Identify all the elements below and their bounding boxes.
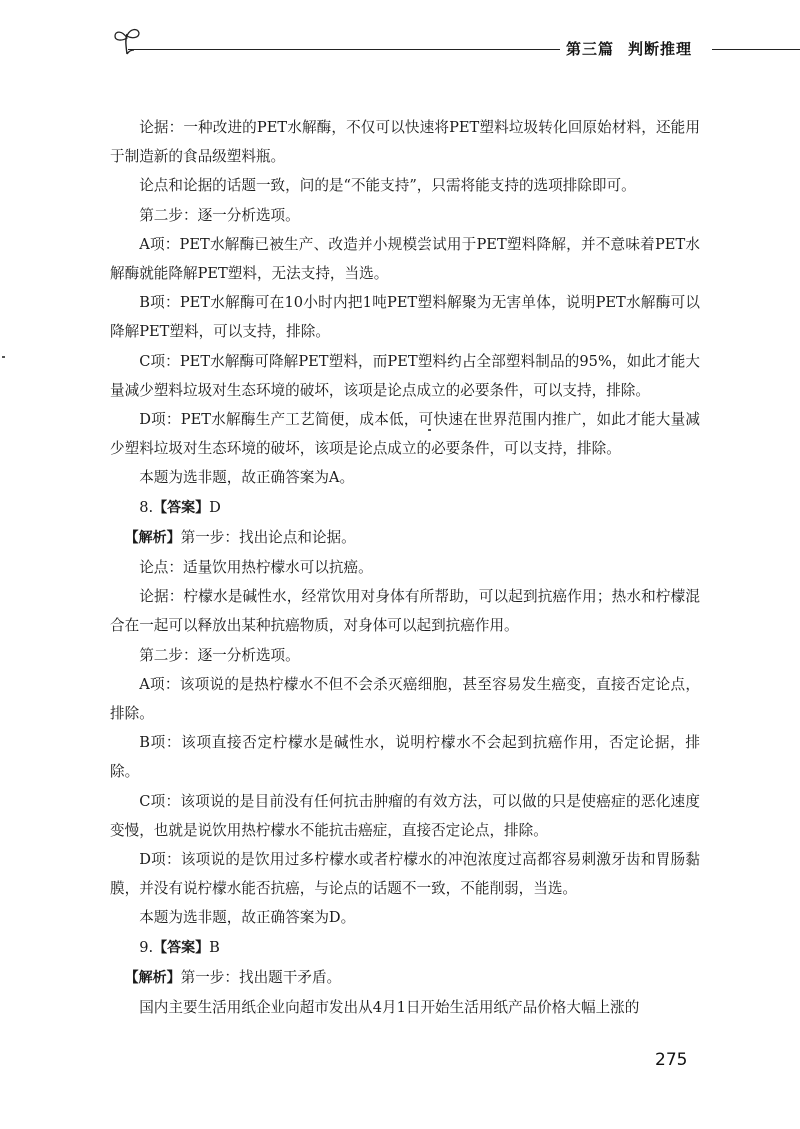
- page-body: [110, 113, 700, 1022]
- paragraph: A项：该项说的是热柠檬水不但不会杀灭癌细胞，甚至容易发生癌变，直接否定论点，排除。: [110, 675, 700, 723]
- sprout-icon: [112, 24, 142, 58]
- paragraph: A项：PET水解酶已被生产、改造并小规模尝试用于PET塑料降解，并不意味着PET水解酶就能降解PET塑料，无法支持，当选。: [110, 235, 700, 283]
- paragraph: 论据：柠檬水是碱性水，经常饮用对身体有所帮助，可以起到抗癌作用；热水和柠檬混合在一起可以释放出某种抗癌物质，对身体可以起到抗癌作用。: [110, 588, 700, 635]
- question-number: 9.: [139, 938, 154, 956]
- paragraph: D项：该项说的是饮用过多柠檬水或者柠檬水的冲泡浓度过高都容易刺激牙齿和胃肠黏膜，并没有说柠檬水能否抗癌，与论点的话题不一致，不能削弱，当选。: [110, 851, 700, 898]
- paragraph: 本题为选非题，故正确答案为A。: [139, 469, 355, 487]
- paragraph: 第二步：逐一分析选项。: [139, 646, 300, 664]
- answer-value: D: [209, 498, 221, 516]
- analysis-text: 第一步：找出论点和论据。: [180, 528, 356, 546]
- paragraph: 论点和论据的话题一致，问的是“不能支持”，只需将能支持的选项排除即可。: [139, 177, 636, 195]
- paragraph: B项：该项直接否定柠檬水是碱性水，说明柠檬水不会起到抗癌作用，否定论据，排除。: [110, 734, 700, 781]
- analysis-text: 第一步：找出题干矛盾。: [180, 968, 342, 986]
- paragraph: 论据：一种改进的PET水解酶，不仅可以快速将PET塑料垃圾转化回原始材料，还能用于制造新的食品级塑料瓶。: [110, 119, 700, 166]
- margin-mark: [2, 356, 5, 358]
- paragraph: B项：PET水解酶可在10小时内把1吨PET塑料解聚为无害单体，说明PET水解酶可以降解PET塑料，可以支持，排除。: [110, 294, 700, 341]
- paragraph: 国内主要生活用纸企业向超市发出从4月1日开始生活用纸产品价格大幅上涨的: [139, 999, 640, 1017]
- question-9-answer: [110, 933, 700, 963]
- paragraph: 本题为选非题，故正确答案为D。: [139, 909, 356, 927]
- page-header: [0, 0, 800, 80]
- question-9-analysis: [110, 963, 700, 993]
- part-label: 第三篇: [566, 40, 615, 58]
- paragraph: C项：PET水解酶可降解PET塑料，而PET塑料约占全部塑料制品的95%，如此才能大量减少塑料垃圾对生态环境的破坏，该项是论点成立的必要条件，可以支持，排除。: [110, 352, 700, 399]
- paragraph: 论点：适量饮用热柠檬水可以抗癌。: [139, 559, 373, 577]
- analysis-label: 【解析】: [124, 969, 181, 986]
- page-number: 275: [655, 1050, 688, 1070]
- answer-label: 【答案】: [153, 939, 210, 956]
- question-8-analysis: [110, 523, 700, 553]
- question-8-answer: [110, 493, 700, 523]
- question-number: 8.: [139, 498, 154, 516]
- analysis-label: 【解析】: [124, 529, 181, 546]
- paragraph: 第二步：逐一分析选项。: [139, 206, 300, 224]
- header-rule-right: [712, 49, 800, 50]
- paragraph: C项：该项说的是目前没有任何抗击肿瘤的有效方法，可以做的只是使癌症的恶化速度变慢，也就是说饮用热柠檬水不能抗击癌症，直接否定论点，排除。: [110, 792, 700, 839]
- chapter-title: [566, 38, 692, 59]
- header-rule-left: [128, 49, 560, 50]
- answer-value: B: [209, 938, 220, 956]
- answer-label: 【答案】: [153, 499, 210, 516]
- chapter-label: 判断推理: [628, 40, 693, 58]
- paragraph: D项：PET水解酶生产工艺简便，成本低，可快速在世界范围内推广，如此才能大量减少塑料垃圾对生态环境的破坏，该项是论点成立的必要条件，可以支持，排除。: [110, 411, 700, 458]
